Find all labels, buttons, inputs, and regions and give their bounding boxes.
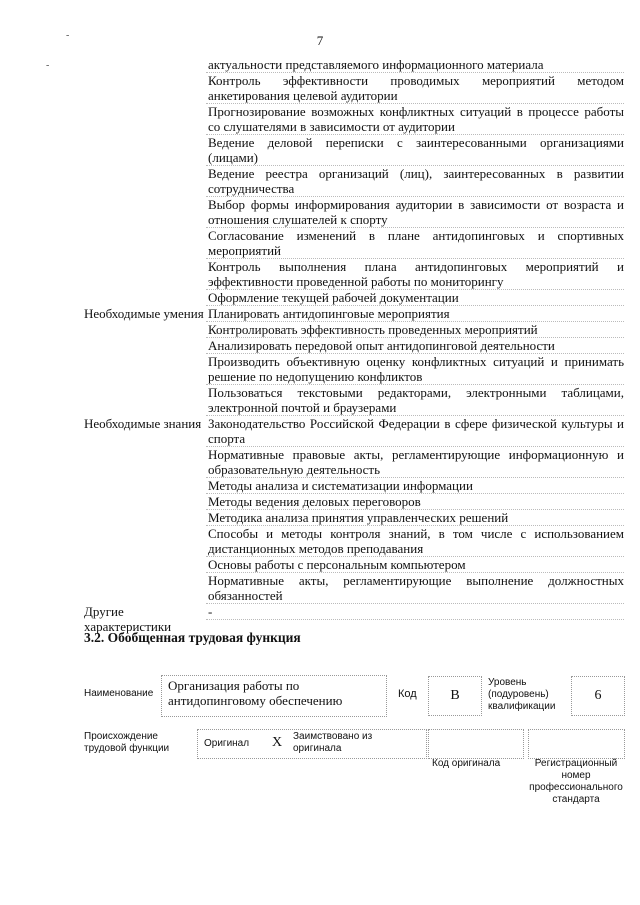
section-title: 3.2. Обобщенная трудовая функция <box>84 630 301 645</box>
category-label <box>84 57 206 306</box>
list-item: Планировать антидопинговые мероприятия <box>206 306 624 322</box>
items-cell <box>206 416 624 604</box>
table-row <box>84 416 624 604</box>
items-cell <box>206 306 624 416</box>
name-value: Организация работы по антидопинговому обеспечению <box>168 678 343 708</box>
code-value: В <box>450 688 460 703</box>
list-item: Согласование изменений в плане антидопинговых и спортивных мероприятий <box>208 228 624 258</box>
list-item: Ведение деловой переписки с заинтересованными организациями (лицами) <box>208 135 624 165</box>
list-item: Ведение реестра организаций (лиц), заинтересованных в развитии сотрудничества <box>208 166 624 196</box>
borrowed-label: Заимствовано из оригинала <box>293 731 373 754</box>
list-item: Методы анализа и систематизации информации <box>206 478 624 494</box>
code-original-caption: Код оригинала <box>432 758 501 769</box>
items-cell <box>206 57 624 306</box>
original-label: Оригинал <box>204 738 250 749</box>
code-label: Код <box>398 688 417 700</box>
list-item: Контроль выполнения плана антидопинговых мероприятий и эффективности проведенной работы по мониторингу <box>208 259 624 289</box>
list-item: Прогнозирование возможных конфликтных ситуаций в процессе работы со слушателями в зависимости от аудитории <box>208 104 624 134</box>
list-item: Способы и методы контроля знаний, в том числе с использованием дистанционных методов преподавания <box>208 526 624 556</box>
list-item: Выбор формы информирования аудитории в зависимости от возраста и отношения слушателей к спорту <box>208 197 624 227</box>
list-item: Нормативные акты, регламентирующие выполнение должностных обязанностей <box>208 573 624 603</box>
origin-label: Происхождение трудовой функции <box>84 731 170 754</box>
page-number: 7 <box>316 33 324 48</box>
list-item: Методы ведения деловых переговоров <box>206 494 624 510</box>
list-item: Производить объективную оценку конфликтных ситуаций и принимать решение по недопущению конфликтов <box>208 354 624 384</box>
code-original-box <box>428 729 524 759</box>
reg-number-box <box>528 729 625 759</box>
category-label: Необходимые умения <box>84 306 204 321</box>
list-item: актуальности представляемого информационного материала <box>206 57 624 73</box>
list-item: - <box>206 604 624 620</box>
list-item: Оформление текущей рабочей документации <box>206 290 624 306</box>
list-item: Методика анализа принятия управленческих решений <box>206 510 624 526</box>
list-item: Нормативные правовые акты, регламентирующие информационную и образовательную деятельность <box>208 447 624 477</box>
list-item: Пользоваться текстовыми редакторами, электронными таблицами, электронной почтой и браузерами <box>208 385 624 415</box>
list-item: Основы работы с персональным компьютером <box>206 557 624 573</box>
list-item: Контроль эффективности проводимых мероприятий методом анкетирования целевой аудитории <box>208 73 624 103</box>
name-label: Наименование <box>84 688 154 699</box>
list-item: Законодательство Российской Федерации в сфере физической культуры и спорта <box>208 416 624 446</box>
table-row <box>84 306 624 416</box>
name-value-box <box>161 675 387 717</box>
list-item: Контролировать эффективность проведенных мероприятий <box>206 322 624 338</box>
margin-mark: - <box>46 60 50 71</box>
margin-mark: - <box>66 30 70 41</box>
original-mark: Х <box>272 735 283 750</box>
skills-table <box>84 57 624 634</box>
level-value: 6 <box>594 688 602 703</box>
code-value-box <box>428 676 482 716</box>
list-item: Анализировать передовой опыт антидопинговой деятельности <box>206 338 624 354</box>
category-label: Другие характеристики <box>84 604 172 634</box>
category-label: Необходимые знания <box>84 416 202 431</box>
reg-number-caption: Регистрационный номер профессионального стандарта <box>529 758 623 805</box>
level-value-box <box>571 676 625 716</box>
table-row <box>84 57 624 306</box>
level-label: Уровень (подуровень) квалификации <box>488 677 556 712</box>
